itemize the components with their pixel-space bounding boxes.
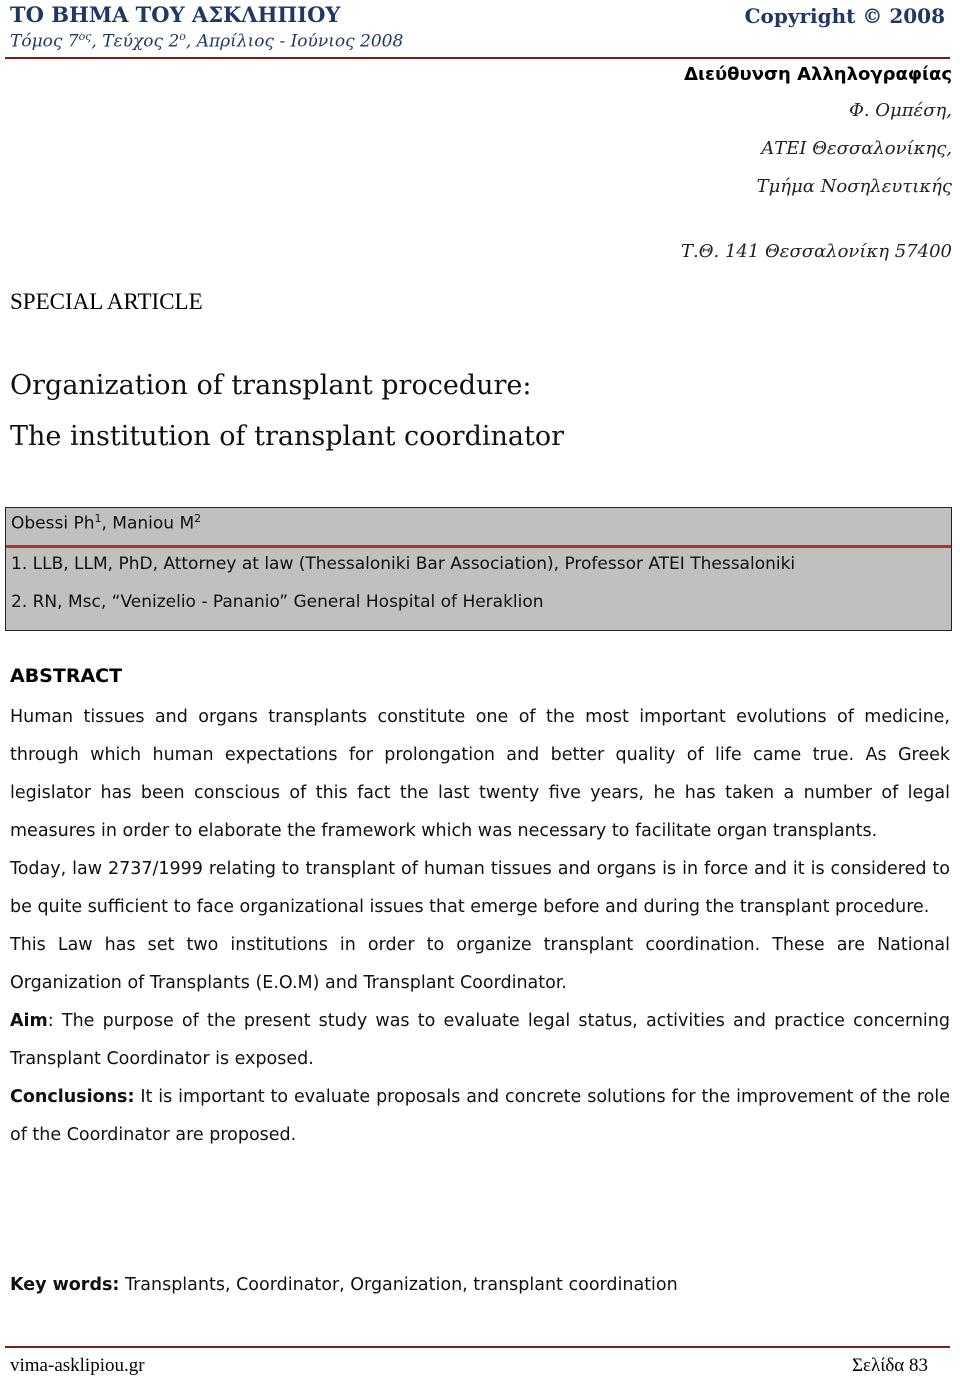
header-rule (5, 57, 950, 59)
footer-page-number: Σελίδα 83 (851, 1355, 928, 1376)
abstract-paragraph-3: This Law has set two institutions in order to organize transplant coordination. These are National Organization of Transplants (E.O.M) and Transplant Coordinator. (10, 935, 950, 993)
keywords (10, 1266, 950, 1304)
copyright-notice: Copyright © 2008 (744, 4, 945, 28)
keywords-text: Transplants, Coordinator, Organization, transplant coordination (119, 1275, 678, 1295)
conclusions-label: Conclusions: (10, 1087, 135, 1107)
section-label: SPECIAL ARTICLE (10, 289, 203, 314)
aim-text: : The purpose of the present study was to evaluate legal status, activities and practice concerning Transplant Coordinator is exposed. (10, 1011, 950, 1069)
correspondence-line: Τ.Θ. 141 Θεσσαλονίκη 57400 (681, 241, 952, 262)
abstract-paragraph-2: Today, law 2737/1999 relating to transplant of human tissues and organs is in force and it is considered to be quite sufficient to face organizational issues that emerge before and during the transplant procedure. (10, 859, 950, 917)
conclusions-text: It is important to evaluate proposals and concrete solutions for the improvement of the role of the Coordinator are proposed. (10, 1087, 950, 1145)
abstract-aim (10, 1002, 950, 1078)
article-title-line2: The institution of transplant coordinator (10, 421, 565, 452)
author-box (5, 507, 952, 631)
affiliation-2: 2. RN, Msc, “Venizelio - Pananio” General Hospital of Heraklion (11, 592, 544, 612)
page-header (10, 0, 945, 56)
article-title-line1: Organization of transplant procedure: (10, 370, 532, 401)
author-names: Obessi Ph$^1$, Maniou $M^2$ (11, 512, 202, 534)
keywords-label: Key words: (10, 1275, 120, 1295)
journal-title: ΤΟ ΒΗΜΑ ΤΟΥ ΑΣΚΛΗΠΙΟΥ (10, 2, 341, 27)
abstract-heading: ABSTRACT (10, 665, 123, 687)
author-divider (6, 545, 951, 548)
correspondence-line: Φ. Ομπέση, (849, 100, 952, 121)
aim-label: Aim (10, 1011, 48, 1031)
abstract-body (10, 698, 950, 1154)
footer-rule (5, 1346, 950, 1348)
footer-site: vima-asklipiou.gr (10, 1355, 145, 1376)
affiliation-1: 1. LLB, LLM, PhD, Attorney at law (Thessaloniki Bar Association), Professor ATEI Thessaloniki (11, 554, 796, 574)
correspondence-heading: Διεύθυνση Αλληλογραφίας (684, 64, 952, 85)
correspondence-line: Τμήμα Νοσηλευτικής (756, 176, 952, 197)
abstract-paragraph-1: Human tissues and organs transplants constitute one of the most important evolutions of medicine, through which human expectations for prolongation and better quality of life came true. As Greek legislator has been conscious of this fact the last twenty five years, he has taken a number of legal measures in order to elaborate the framework which was necessary to facilitate organ transplants. (10, 707, 950, 841)
issue-info: Τόμος $7^{o\varsigma}$, Τεύχος $2^o$, Απρίλιος - Ιούνιος 2008 (10, 30, 404, 52)
correspondence-line: ΑΤΕΙ Θεσσαλονίκης, (761, 138, 952, 159)
abstract-conclusions (10, 1078, 950, 1154)
